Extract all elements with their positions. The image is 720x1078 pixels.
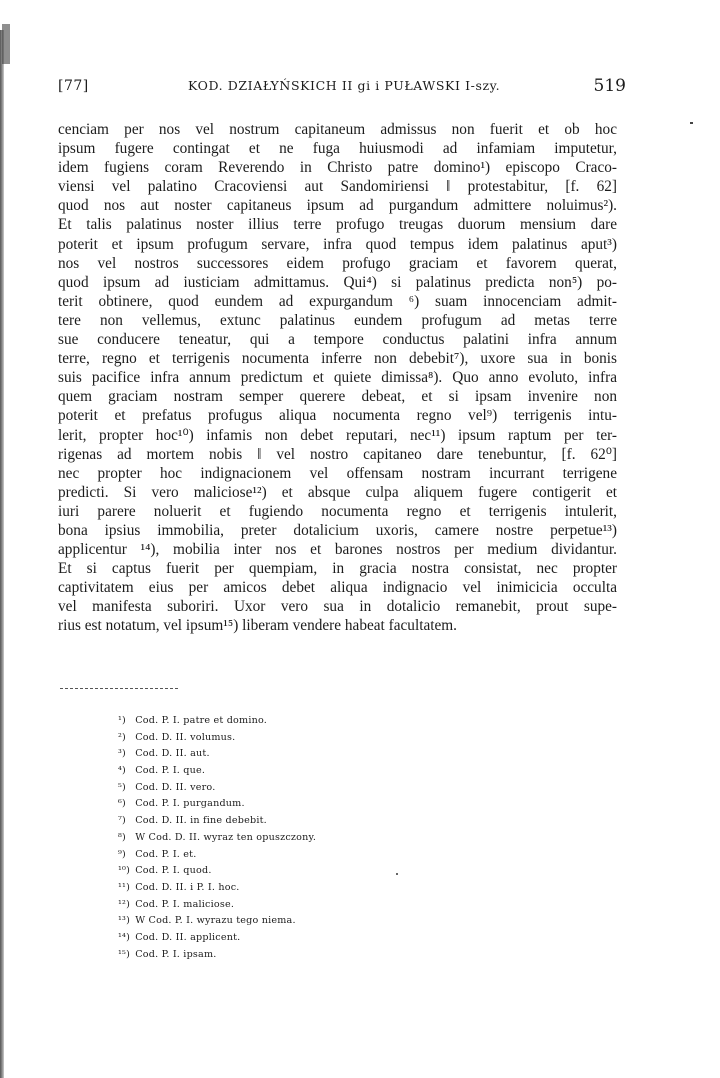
ink-speck xyxy=(690,122,693,124)
footnote xyxy=(118,746,518,763)
footnote-text: Cod. D. II. in fine debebit. xyxy=(135,815,267,827)
footnote xyxy=(118,813,518,830)
page-reference: [77] xyxy=(58,78,89,94)
footnote-text: Cod. D. II. i P. I. hoc. xyxy=(135,881,240,893)
footnotes xyxy=(118,713,518,963)
footnote xyxy=(118,763,518,780)
footnote-number: ³) xyxy=(118,748,126,760)
footnote-number: ⁶) xyxy=(118,798,126,810)
footnote-number: ¹) xyxy=(118,715,126,726)
footnote-text: W Cod. P. I. wyrazu tego niema. xyxy=(135,915,296,927)
text-line: cenciam per nos vel nostrum capitaneum admissus non fuerit et ob hoc xyxy=(58,121,617,138)
footnote xyxy=(118,830,518,847)
footnote-number: ⁷) xyxy=(118,815,126,827)
footnote-number: ¹¹) xyxy=(118,881,131,893)
text-line: rius est notatum, vel ipsum¹⁵) liberam vendere habeat facultatem. xyxy=(58,617,458,635)
text-line: sue conducere teneatur, qui a tempore conductus palatini infra annum xyxy=(58,331,617,349)
main-text xyxy=(58,120,617,636)
text-line: applicentur ¹⁴), mobilia inter nos et barones nostros per medium dividantur. xyxy=(58,541,617,559)
footnote-number: ¹⁵) xyxy=(118,948,131,960)
footnote-text: Cod. D. II. applicent. xyxy=(135,931,241,943)
running-title: KOD. DZIAŁYŃSKICH II gi i PUŁAWSKI I-szy. xyxy=(188,78,501,93)
footnote xyxy=(118,847,518,864)
footnote-text: W Cod. D. II. wyraz ten opuszczony. xyxy=(135,831,317,843)
text-line: iuri parere noluerit et fugiendo nocumenta regno et terrigenis intulerit, xyxy=(58,502,617,520)
text-line: quod nos aut noster capitaneus ipsum ad purgandum admittere noluimus²). xyxy=(58,197,617,215)
text-line: viensi vel palatino Cracoviensi aut Sandomiriensi ‖ protestabitur, [f. 62] xyxy=(58,178,617,196)
text-line: tere non vellemus, extunc palatinus eundem profugum ad metas terre xyxy=(58,311,617,329)
binding-edge xyxy=(0,30,4,1078)
text-line: poterit et prefatus profugus aliqua nocumenta regno vel⁹) terrigenis intu- xyxy=(58,407,617,425)
text-line: Et talis palatinus noster illius terre profugo treugas duorum mensium dare xyxy=(58,216,617,234)
text-line: captivitatem eius per amicos debet aliqua indignacio vel inimicicia occulta xyxy=(58,579,617,597)
footnote xyxy=(118,780,518,797)
footnote-number: ⁵) xyxy=(118,781,126,793)
text-line: lerit, propter hoc¹⁰) infamis non debet reputari, nec¹¹) ipsum raptum per ter- xyxy=(58,426,617,444)
footnote xyxy=(118,796,518,813)
text-line: quod ipsum ad iusticiam admittamus. Qui⁴) si palatinus predicta non⁵) po- xyxy=(58,273,617,291)
footnote-text: Cod. P. I. purgandum. xyxy=(135,798,245,810)
text-line: predicti. Si vero maliciose¹²) et absque culpa aliquem fugere contigerit et xyxy=(58,483,617,501)
text-line: bona ipsius immobilia, preter dotalicium uxoris, camere nostre perpetue¹³) xyxy=(58,521,617,539)
footnote-number: ¹⁰) xyxy=(118,865,131,877)
footnote-text: Cod. P. I. maliciose. xyxy=(135,898,235,910)
footnote xyxy=(118,730,518,747)
footnote-text: Cod. P. I. et. xyxy=(135,848,197,860)
text-line: rigenas ad mortem nobis ‖ vel nostro capitaneo dare tenebuntur, [f. 62⁰] xyxy=(58,445,617,463)
page-number: 519 xyxy=(593,76,626,96)
footnote-number: ⁹) xyxy=(118,848,126,860)
footnote-text: Cod. D. II. volumus. xyxy=(135,731,236,743)
text-line: suis pacifice infra annum predictum et quiete dimissa⁸). Quo anno evoluto, infra xyxy=(58,369,617,387)
footnote xyxy=(118,880,518,897)
footnote-text: Cod. P. I. patre et domino. xyxy=(135,715,268,726)
footnote-text: Cod. D. II. aut. xyxy=(135,748,210,760)
footnote xyxy=(118,713,518,730)
text-line: terit obtinere, quod eundem ad expurgandum ⁶) suam innocenciam admit- xyxy=(58,292,617,310)
footnote-number: ⁴) xyxy=(118,765,126,777)
running-header xyxy=(58,74,626,100)
text-line: ipsum fugere contingat et ne fuga huiusmodi ad infamiam imputetur, xyxy=(58,140,617,158)
footnote-number: ⁸) xyxy=(118,831,126,843)
footnote-text: Cod. P. I. que. xyxy=(135,765,206,777)
footnote-number: ¹³) xyxy=(118,915,131,927)
footnote xyxy=(118,947,518,964)
text-line: idem fugiens coram Reverendo in Christo patre domino¹) episcopo Craco- xyxy=(58,159,617,177)
footnote xyxy=(118,897,518,914)
footnote-text: Cod. D. II. vero. xyxy=(135,781,216,793)
text-line: poterit et ipsum profugum servare, infra quod tempus idem palatinus aput³) xyxy=(58,235,617,253)
footnote-separator xyxy=(60,688,178,689)
footnote-number: ¹⁴) xyxy=(118,931,131,943)
footnote-text: Cod. P. I. quod. xyxy=(135,865,212,877)
footnote xyxy=(118,863,518,880)
footnote xyxy=(118,930,518,947)
text-line: nec propter hoc indignacionem vel offensam nostram incurrant terrigene xyxy=(58,464,617,482)
text-line: quem graciam nostram semper querere debeat, et si ipsam invenire non xyxy=(58,388,617,406)
footnote-number: ¹²) xyxy=(118,898,131,910)
footnote xyxy=(118,913,518,930)
text-line: Et si captus fuerit per quempiam, in gracia nostra consistat, nec propter xyxy=(58,560,617,578)
text-line: terre, regno et terrigenis nocumenta inferre non debebit⁷), uxore sua in bonis xyxy=(58,350,617,368)
footnote-number: ²) xyxy=(118,731,126,743)
binding-mark xyxy=(2,24,10,64)
text-line: nos vel nostros successores eidem profugo graciam et favorem querat, xyxy=(58,254,617,272)
text-line: vel manifesta suboriri. Uxor vero sua in dotalicio remanebit, prout supe- xyxy=(58,598,617,616)
footnote-text: Cod. P. I. ipsam. xyxy=(135,948,217,960)
